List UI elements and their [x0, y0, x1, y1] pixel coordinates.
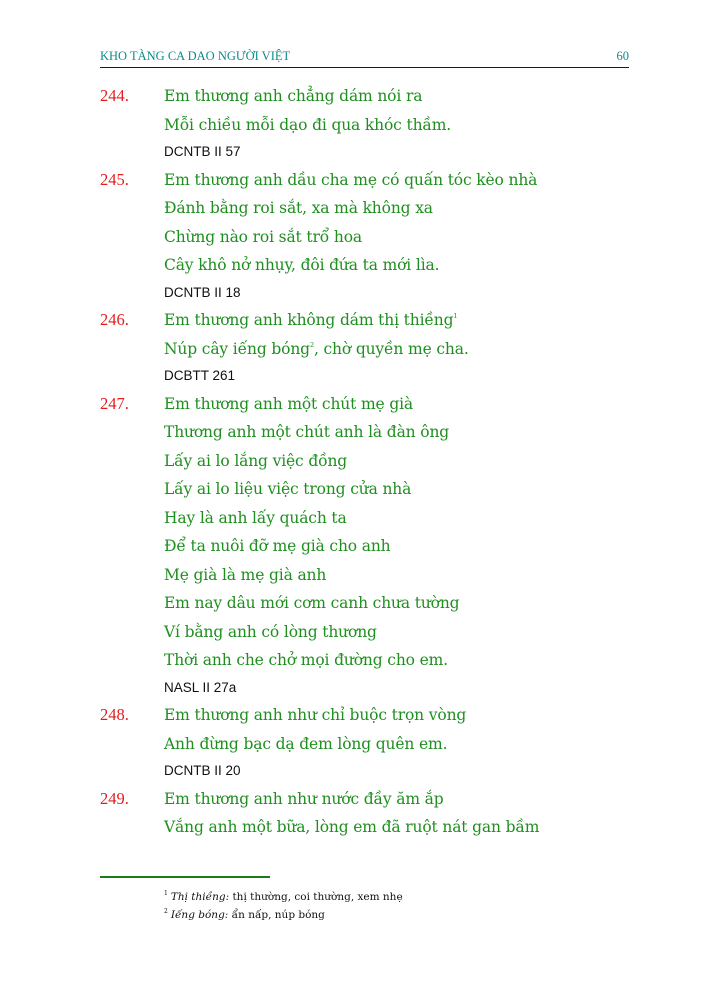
entry-number: 245. — [100, 169, 129, 189]
footnote-divider — [100, 876, 270, 878]
verse-line — [100, 390, 660, 419]
source-reference: DCBTT 261 — [164, 368, 236, 383]
verse-text: Em thương anh một chút mẹ già — [164, 394, 413, 413]
entry-number: 246. — [100, 310, 129, 329]
verse-line — [100, 335, 660, 364]
verse-line — [100, 701, 660, 730]
verse-text: Em thương anh dầu cha mẹ có quấn tóc kèo nhà — [164, 170, 538, 189]
entry-number: 244. — [100, 86, 129, 105]
verse-line — [100, 306, 660, 335]
verse-line — [100, 646, 660, 675]
verse-text: Lấy ai lo lắng việc đồng — [164, 451, 348, 470]
verse-line — [100, 785, 660, 814]
verse-line — [100, 532, 660, 561]
verse-text — [164, 306, 457, 335]
verse-line — [100, 618, 660, 647]
verse-text: Mỗi chiều mỗi dạo đi qua khóc thầm. — [164, 115, 452, 134]
footnote-item — [164, 888, 403, 906]
footnote-mark: 1 — [164, 890, 168, 897]
book-title: KHO TÀNG CA DAO NGƯỜI VIỆT — [100, 49, 291, 63]
verse-text: Chừng nào roi sắt trổ hoa — [164, 227, 362, 246]
entry-number: 248. — [100, 705, 129, 724]
verse-text: Em thương anh như chỉ buộc trọn vòng — [164, 706, 467, 724]
verse-text — [164, 335, 469, 364]
verse-text-segment: Núp cây iếng bóng — [164, 339, 310, 358]
verse-text: Vắng anh một bữa, lòng em đã ruột nát gan bầm — [164, 818, 540, 836]
footnote-term: Iếng bóng: — [170, 909, 229, 921]
source-reference: DCNTB II 20 — [164, 763, 241, 778]
verse-line — [100, 223, 660, 252]
source-line — [100, 363, 660, 390]
source-line — [100, 675, 660, 702]
verse-line — [100, 418, 660, 447]
verse-line — [100, 730, 660, 759]
entry-number: 247. — [100, 393, 129, 413]
verse-line — [100, 251, 660, 280]
verse-text: Em nay dâu mới cơm canh chưa tường — [164, 594, 460, 612]
footnote-text: thị thường, coi thường, xem nhẹ — [229, 891, 403, 903]
footnote-ref[interactable]: 1 — [453, 312, 458, 320]
footnote-text: ẩn nấp, núp bóng — [228, 909, 325, 921]
verse-line — [100, 589, 660, 618]
source-reference: NASL II 27a — [164, 679, 237, 695]
page-number: 60 — [616, 49, 629, 63]
verse-line — [100, 194, 660, 223]
entry-number: 249. — [100, 788, 129, 808]
verse-text: Đánh bằng roi sắt, xa mà không xa — [164, 199, 433, 217]
verse-text: Cây khô nở nhụy, đôi đứa ta mới lìa. — [164, 256, 440, 274]
footnote-ref[interactable]: 2 — [309, 340, 314, 349]
verse-text: Thời anh che chở mọi đường cho em. — [164, 651, 448, 669]
verse-line — [100, 166, 660, 195]
verse-text: Anh đừng bạc dạ đem lòng quên em. — [164, 734, 448, 753]
verse-text: Lấy ai lo liệu việc trong cửa nhà — [164, 480, 412, 498]
verse-text-segment: Em thương anh không dám thị thiềng — [164, 311, 454, 329]
verse-line — [100, 111, 660, 140]
verse-line — [100, 504, 660, 533]
verse-text: Hay là anh lấy quách ta — [164, 508, 347, 527]
verse-line — [100, 813, 660, 842]
source-reference: DCNTB II 18 — [164, 284, 241, 300]
footnote-item — [164, 906, 403, 924]
verse-list — [100, 82, 660, 842]
verse-line — [100, 475, 660, 504]
source-line — [100, 758, 660, 785]
footnote-term: Thị thiềng: — [170, 891, 230, 903]
verse-text: Em thương anh chẳng dám nói ra — [164, 87, 423, 105]
footnotes — [164, 888, 403, 924]
source-reference: DCNTB II 57 — [164, 144, 241, 159]
verse-text: Mẹ già là mẹ già anh — [164, 565, 327, 584]
verse-line — [100, 447, 660, 476]
verse-line — [100, 82, 660, 111]
verse-text-segment: , chờ quyền mẹ cha. — [313, 339, 469, 358]
verse-line — [100, 561, 660, 590]
verse-text: Để ta nuôi đỡ mẹ già cho anh — [164, 537, 391, 555]
verse-text: Thương anh một chút anh là đàn ông — [164, 423, 450, 441]
source-line — [100, 139, 660, 166]
verse-text: Ví bằng anh có lòng thương — [164, 622, 377, 641]
page-header — [100, 49, 629, 68]
footnote-mark: 2 — [164, 908, 168, 915]
source-line — [100, 280, 660, 307]
verse-text: Em thương anh như nước đầy ăm ắp — [164, 789, 444, 808]
